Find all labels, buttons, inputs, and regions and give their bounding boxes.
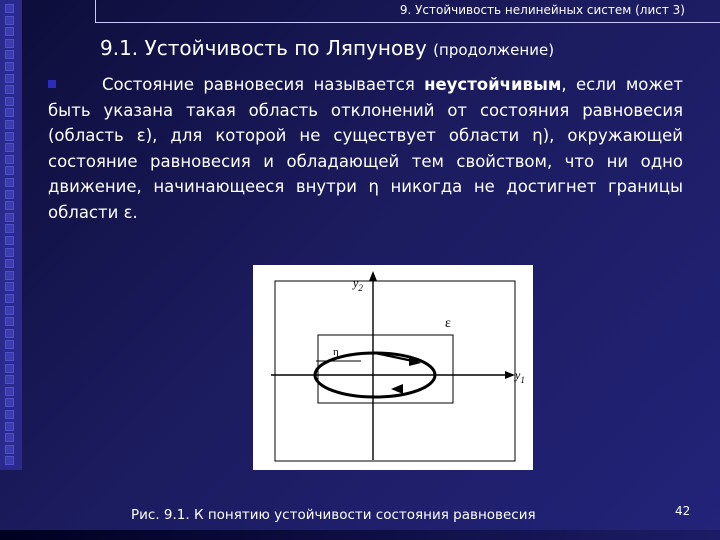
page-number: 42 <box>675 504 691 518</box>
strip-square <box>5 74 14 83</box>
y2-axis-label: $y_2$ <box>353 276 363 293</box>
strip-square <box>5 248 14 257</box>
left-decorative-strip <box>0 0 22 470</box>
header-divider <box>95 22 720 23</box>
title-main: 9.1. Устойчивость по Ляпунову <box>100 36 427 60</box>
strip-square <box>5 410 14 419</box>
strip-square <box>5 132 14 141</box>
paragraph-rest: , если может быть указана такая область отклонений от состояния равновесия (область ε), для которой не существует области η), окружающей состояние равновесия и обладающей тем свойством, что ни одно движение, начинающееся внутри η никогда не достигнет границы области ε. <box>48 75 683 222</box>
header-divider-vertical <box>95 0 96 22</box>
strip-square <box>5 108 14 117</box>
strip-square <box>5 317 14 326</box>
y2-axis-arrow-icon <box>369 271 377 281</box>
strip-square <box>5 4 14 13</box>
strip-square <box>5 166 14 175</box>
strip-square <box>5 329 14 338</box>
strip-square <box>5 201 14 210</box>
strip-square <box>5 294 14 303</box>
epsilon-region <box>275 281 515 461</box>
strip-square <box>5 422 14 431</box>
strip-square <box>5 155 14 164</box>
strip-square <box>5 178 14 187</box>
strip-square <box>5 62 14 71</box>
strip-square <box>5 85 14 94</box>
strip-square <box>5 97 14 106</box>
strip-square <box>5 39 14 48</box>
strip-square <box>5 456 14 465</box>
title-subtitle: (продолжение) <box>433 41 555 59</box>
definition-paragraph <box>48 72 683 226</box>
y1-axis-label: $y_1$ <box>515 368 525 385</box>
strip-square <box>5 236 14 245</box>
eta-label: η <box>333 346 339 358</box>
strip-square <box>5 224 14 233</box>
phase-plane-diagram <box>253 265 533 470</box>
bullet-icon <box>48 80 56 88</box>
strip-square <box>5 16 14 25</box>
strip-square <box>5 387 14 396</box>
paragraph-start: Состояние равновесия называется <box>102 75 425 94</box>
strip-square <box>5 27 14 36</box>
trajectory-arrow-lower-icon <box>391 384 403 394</box>
bottom-band <box>0 530 720 540</box>
strip-square <box>5 340 14 349</box>
strip-square <box>5 190 14 199</box>
epsilon-label: ε <box>445 316 451 331</box>
strip-square <box>5 375 14 384</box>
strip-square <box>5 398 14 407</box>
strip-square <box>5 50 14 59</box>
strip-square <box>5 282 14 291</box>
strip-square <box>5 143 14 152</box>
y1-axis-arrow-icon <box>505 371 515 379</box>
emphasized-term: неустойчивым <box>424 75 562 94</box>
strip-square <box>5 120 14 129</box>
strip-square <box>5 271 14 280</box>
slide-header: 9. Устойчивость нелинейных систем (лист 3) <box>399 3 685 17</box>
slide-title <box>100 36 554 60</box>
strip-square <box>5 306 14 315</box>
strip-square <box>5 364 14 373</box>
strip-square <box>5 259 14 268</box>
figure-diagram <box>253 265 533 470</box>
strip-square <box>5 213 14 222</box>
figure-caption: Рис. 9.1. К понятию устойчивости состояния равновесия <box>131 507 536 523</box>
strip-square <box>5 352 14 361</box>
strip-square <box>5 445 14 454</box>
strip-square <box>5 433 14 442</box>
